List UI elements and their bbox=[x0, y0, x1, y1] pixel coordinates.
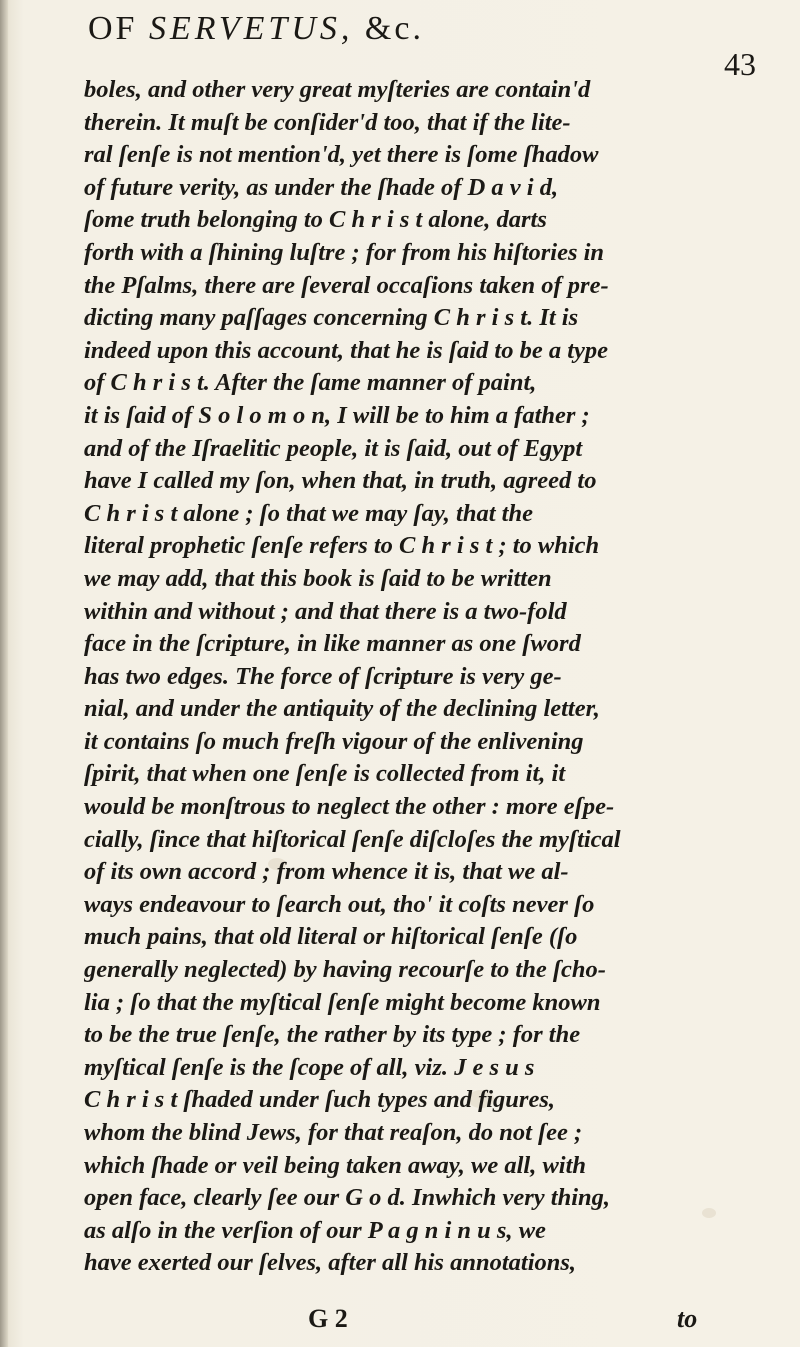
text-line: therein. It muſt be conſider'd too, that if the lite- bbox=[84, 108, 571, 136]
text-line: would be monſtrous to neglect the other : more eſpe- bbox=[84, 793, 615, 821]
text-line: literal prophetic ſenſe refers to C h r i s t ; to which bbox=[84, 532, 600, 560]
text-line: cially, ſince that hiſtorical ſenſe diſcloſes the myſtical bbox=[84, 825, 621, 853]
text-line: as alſo in the verſion of our P a g n i n u s, we bbox=[84, 1216, 546, 1244]
page-footer bbox=[84, 1304, 714, 1336]
text-line: C h r i s t ſhaded under ſuch types and figures, bbox=[84, 1086, 556, 1114]
running-head bbox=[88, 10, 424, 48]
text-line: whom the blind Jews, for that reaſon, do not ſee ; bbox=[84, 1119, 583, 1146]
text-line: it is ſaid of S o l o m o n, I will be to him a father ; bbox=[84, 401, 590, 429]
text-line: C h r i s t alone ; ſo that we may ſay, that the bbox=[84, 499, 533, 527]
text-line: we may add, that this book is ſaid to be written bbox=[84, 564, 552, 592]
text-line: of its own accord ; from whence it is, that we al- bbox=[84, 858, 569, 886]
text-line: have exerted our ſelves, after all his annotations, bbox=[84, 1249, 577, 1277]
text-line: which ſhade or veil being taken away, we all, with bbox=[84, 1151, 587, 1179]
page-number: 43 bbox=[724, 46, 756, 82]
gutter-shadow bbox=[0, 0, 8, 1347]
text-line: forth with a ſhining luſtre ; for from his hiſtories in bbox=[84, 238, 605, 266]
text-line: ral ſenſe is not mention'd, yet there is ſome ſhadow bbox=[84, 141, 599, 169]
text-line: ſpirit, that when one ſenſe is collected from it, it bbox=[84, 760, 566, 788]
text-line: indeed upon this account, that he is ſaid to be a type bbox=[84, 336, 609, 364]
text-line: of future verity, as under the ſhade of D a v i d, bbox=[84, 173, 559, 201]
text-line: the Pſalms, there are ſeveral occaſions taken of pre- bbox=[84, 271, 609, 299]
running-head-title: SERVETUS, bbox=[148, 10, 354, 47]
text-line: of C h r i s t. After the ſame manner of paint, bbox=[84, 369, 537, 397]
text-line: ſome truth belonging to C h r i s t alone, darts bbox=[84, 206, 547, 234]
body-text bbox=[84, 74, 714, 1280]
text-line: boles, and other very great myſteries are contain'd bbox=[84, 76, 591, 103]
signature-mark: G 2 bbox=[308, 1304, 348, 1333]
text-line: dicting many paſſages concerning C h r i s t. It is bbox=[84, 304, 579, 332]
text-line: to be the true ſenſe, the rather by its type ; for the bbox=[84, 1021, 581, 1049]
text-line: face in the ſcripture, in like manner as one ſword bbox=[84, 630, 581, 658]
text-line: much pains, that old literal or hiſtorical ſenſe (ſo bbox=[84, 923, 578, 951]
text-line: nial, and under the antiquity of the declining letter, bbox=[84, 695, 600, 723]
running-head-prefix: OF bbox=[88, 10, 149, 47]
catchword: to bbox=[677, 1304, 698, 1333]
text-line: has two edges. The force of ſcripture is very ge- bbox=[84, 662, 562, 690]
text-line: have I called my ſon, when that, in truth, agreed to bbox=[84, 467, 597, 495]
text-line: lia ; ſo that the myſtical ſenſe might become known bbox=[84, 988, 601, 1016]
text-line: open face, clearly ſee our G o d. Inwhich very thing, bbox=[84, 1184, 611, 1212]
text-line: ways endeavour to ſearch out, tho' it coſts never ſo bbox=[84, 890, 595, 918]
text-line: generally neglected) by having recourſe to the ſcho- bbox=[84, 956, 606, 984]
text-line: within and without ; and that there is a two-fold bbox=[84, 597, 567, 625]
text-line: myſtical ſenſe is the ſcope of all, viz. J e s u s bbox=[84, 1053, 535, 1081]
running-head-suffix: &c. bbox=[353, 10, 424, 47]
text-line: and of the Iſraelitic people, it is ſaid, out of Egypt bbox=[84, 434, 583, 462]
text-line: it contains ſo much freſh vigour of the enlivening bbox=[84, 727, 584, 755]
